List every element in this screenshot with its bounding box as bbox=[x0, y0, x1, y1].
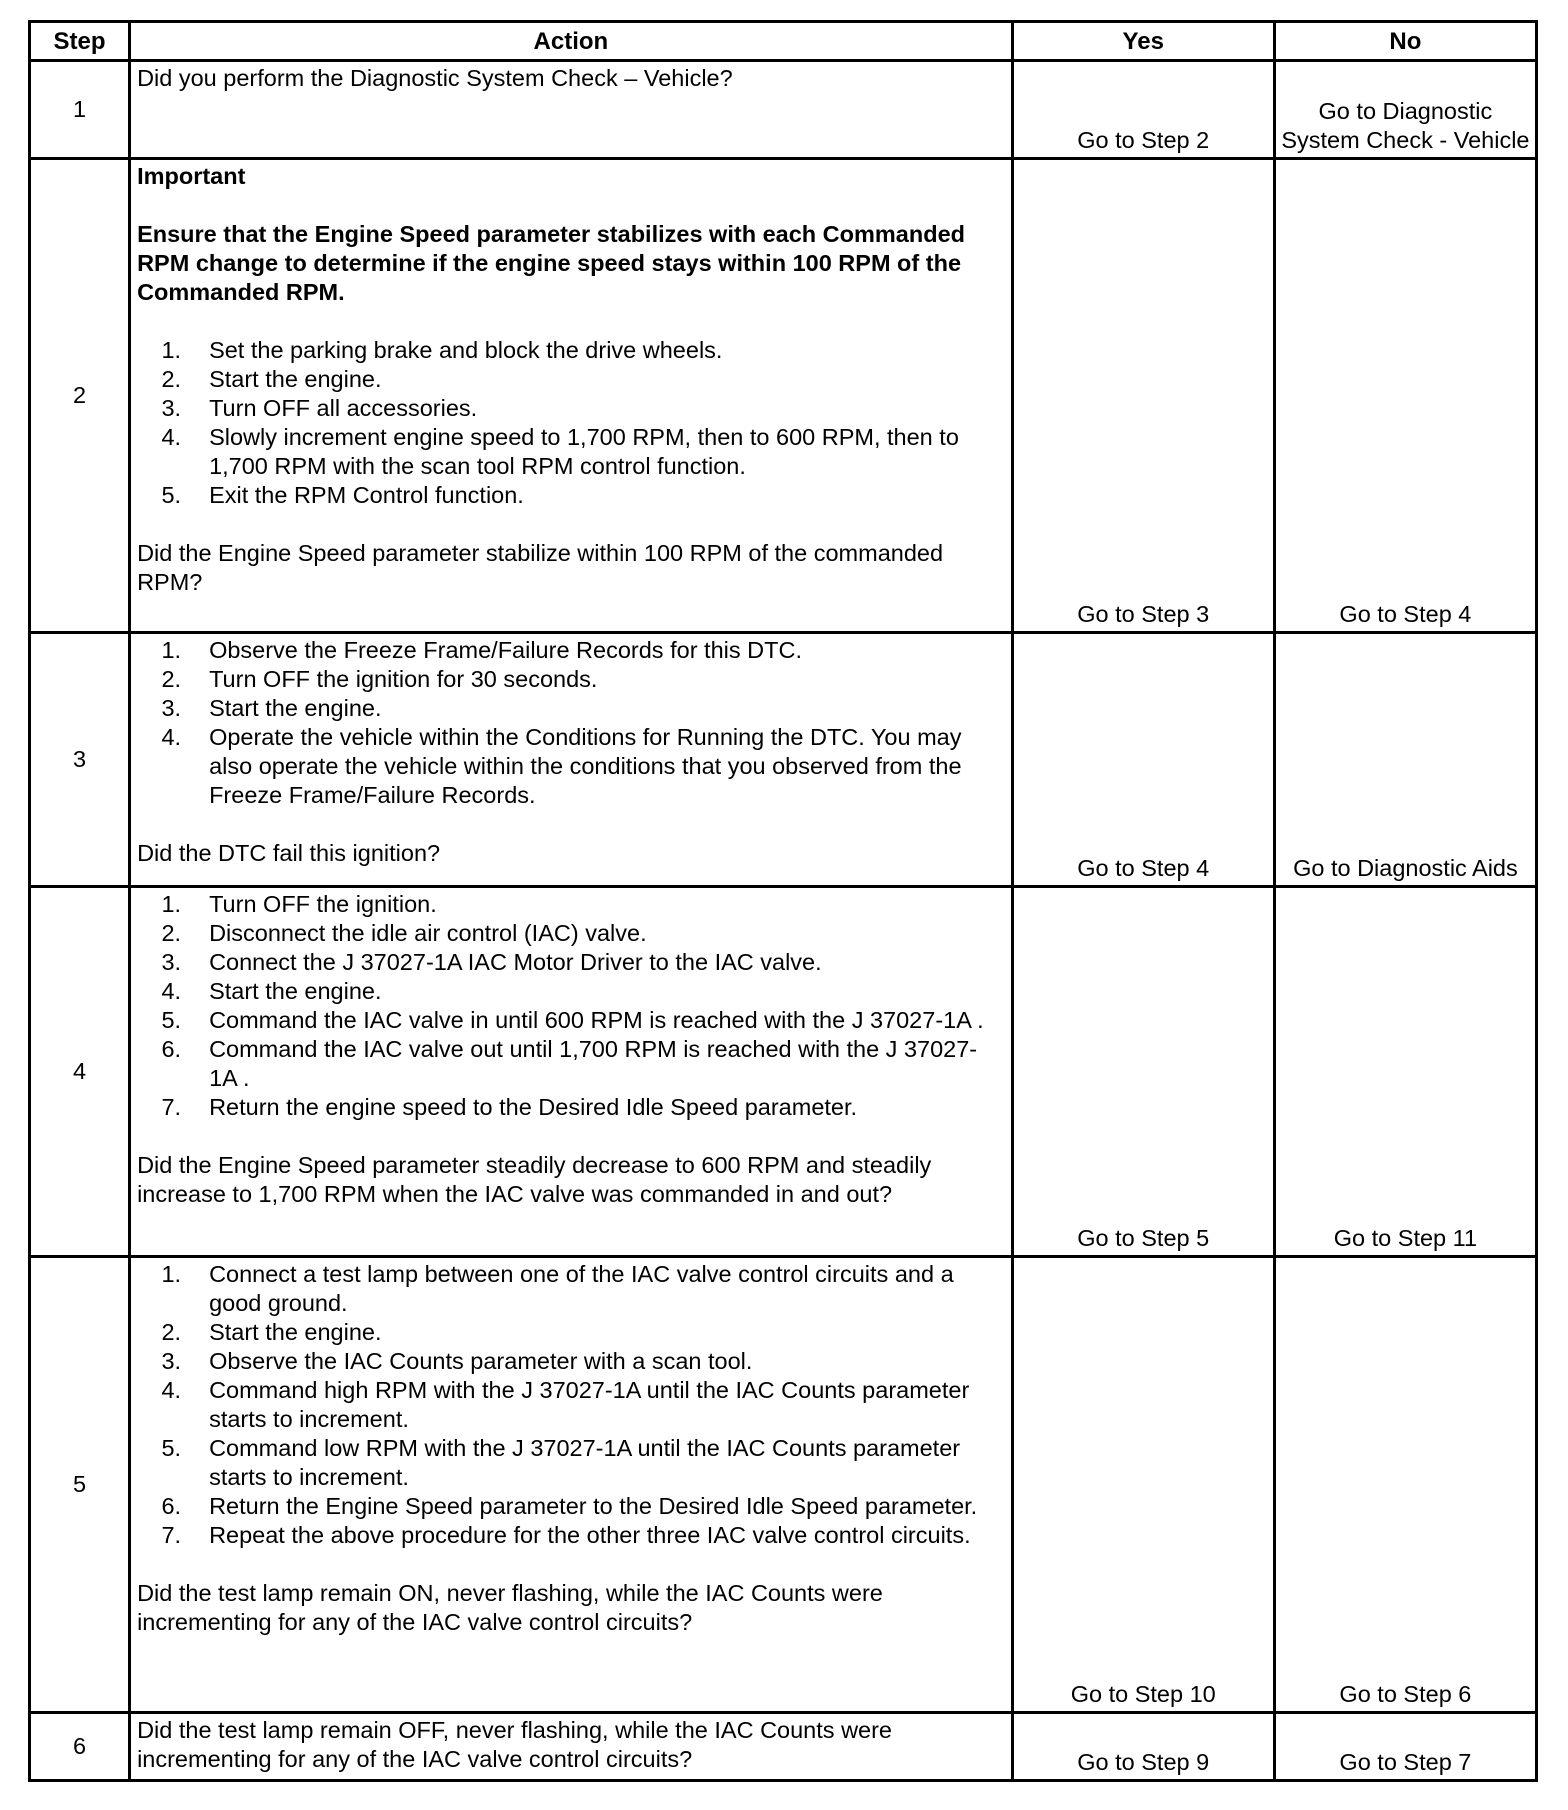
question-text: Did the test lamp remain OFF, never flashing, while the IAC Counts were incrementing for any of the IAC valve control circuits? bbox=[137, 1717, 892, 1772]
list-item: 1. Set the parking brake and block the drive wheels. bbox=[161, 337, 723, 363]
no-cell: Go to Step 7 bbox=[1274, 1713, 1536, 1781]
action-cell bbox=[130, 1257, 1013, 1713]
list-item: 2. Disconnect the idle air control (IAC) valve. bbox=[161, 920, 647, 946]
action-cell bbox=[130, 1713, 1013, 1781]
list-item: 5. Exit the RPM Control function. bbox=[161, 482, 524, 508]
yes-cell: Go to Step 5 bbox=[1012, 887, 1274, 1257]
header-step: Step bbox=[30, 22, 130, 61]
question-text: Did you perform the Diagnostic System Check – Vehicle? bbox=[137, 65, 733, 91]
list-item: 1. Turn OFF the ignition. bbox=[161, 891, 437, 917]
list-item: 7. Return the engine speed to the Desired Idle Speed parameter. bbox=[161, 1094, 858, 1120]
list-item: 3. Start the engine. bbox=[161, 695, 382, 721]
procedure-list bbox=[137, 636, 1003, 810]
step-number: 6 bbox=[30, 1713, 130, 1781]
yes-cell: Go to Step 4 bbox=[1012, 633, 1274, 887]
table-row-step-4 bbox=[30, 887, 1537, 1257]
table-row-step-1 bbox=[30, 61, 1537, 159]
list-item: 5. Command the IAC valve in until 600 RPM is reached with the J 37027-1A . bbox=[161, 1007, 984, 1033]
list-item: 2. Turn OFF the ignition for 30 seconds. bbox=[161, 666, 598, 692]
list-item: 3. Connect the J 37027-1A IAC Motor Driver to the IAC valve. bbox=[161, 949, 822, 975]
action-cell bbox=[130, 887, 1013, 1257]
list-item: 3. Observe the IAC Counts parameter with a scan tool. bbox=[161, 1348, 753, 1374]
header-action: Action bbox=[130, 22, 1013, 61]
no-cell: Go to Step 11 bbox=[1274, 887, 1536, 1257]
step-number: 5 bbox=[30, 1257, 130, 1713]
step-number: 1 bbox=[30, 61, 130, 159]
diagnostic-table bbox=[28, 20, 1538, 1782]
important-label: Important bbox=[137, 163, 246, 189]
yes-cell: Go to Step 10 bbox=[1012, 1257, 1274, 1713]
table-row-step-5 bbox=[30, 1257, 1537, 1713]
yes-cell: Go to Step 9 bbox=[1012, 1713, 1274, 1781]
question-text: Did the Engine Speed parameter steadily decrease to 600 RPM and steadily increase to 1,700 RPM when the IAC valve was commanded in and out? bbox=[137, 1152, 932, 1207]
list-item: 4. Command high RPM with the J 37027-1A until the IAC Counts parameter starts to increment. bbox=[161, 1377, 970, 1432]
no-cell: Go to Step 4 bbox=[1274, 159, 1536, 633]
table-row-step-2 bbox=[30, 159, 1537, 633]
no-cell: Go to Diagnostic System Check - Vehicle bbox=[1274, 61, 1536, 159]
list-item: 2. Start the engine. bbox=[161, 1319, 382, 1345]
list-item: 2. Start the engine. bbox=[161, 366, 382, 392]
procedure-list bbox=[137, 336, 1003, 510]
question-text: Did the test lamp remain ON, never flashing, while the IAC Counts were incrementing for any of the IAC valve control circuits? bbox=[137, 1580, 883, 1635]
step-number: 3 bbox=[30, 633, 130, 887]
question-text: Did the DTC fail this ignition? bbox=[137, 840, 441, 866]
no-cell: Go to Step 6 bbox=[1274, 1257, 1536, 1713]
list-item: 7. Repeat the above procedure for the other three IAC valve control circuits. bbox=[161, 1522, 971, 1548]
procedure-list bbox=[137, 1260, 1003, 1550]
list-item: 5. Command low RPM with the J 37027-1A until the IAC Counts parameter starts to increment. bbox=[161, 1435, 961, 1490]
procedure-list bbox=[137, 890, 1003, 1122]
list-item: 4. Operate the vehicle within the Conditions for Running the DTC. You may also operate the vehicle within the conditions that you observed from the Freeze Frame/Failure Records. bbox=[161, 724, 962, 808]
question-text: Did the Engine Speed parameter stabilize within 100 RPM of the commanded RPM? bbox=[137, 540, 944, 595]
no-cell: Go to Diagnostic Aids bbox=[1274, 633, 1536, 887]
list-item: 4. Start the engine. bbox=[161, 978, 382, 1004]
action-cell bbox=[130, 633, 1013, 887]
list-item: 6. Return the Engine Speed parameter to the Desired Idle Speed parameter. bbox=[161, 1493, 978, 1519]
yes-cell: Go to Step 2 bbox=[1012, 61, 1274, 159]
table-row-step-6 bbox=[30, 1713, 1537, 1781]
header-yes: Yes bbox=[1012, 22, 1274, 61]
header-row bbox=[30, 22, 1537, 61]
action-cell bbox=[130, 159, 1013, 633]
list-item: 4. Slowly increment engine speed to 1,700 RPM, then to 600 RPM, then to 1,700 RPM with the scan tool RPM control function. bbox=[161, 424, 959, 479]
yes-cell: Go to Step 3 bbox=[1012, 159, 1274, 633]
header-no: No bbox=[1274, 22, 1536, 61]
action-cell bbox=[130, 61, 1013, 159]
important-text: Ensure that the Engine Speed parameter stabilizes with each Commanded RPM change to determine if the engine speed stays within 100 RPM of the Commanded RPM. bbox=[137, 221, 965, 305]
list-item: 1. Connect a test lamp between one of the IAC valve control circuits and a good ground. bbox=[161, 1261, 954, 1316]
step-number: 4 bbox=[30, 887, 130, 1257]
step-number: 2 bbox=[30, 159, 130, 633]
list-item: 3. Turn OFF all accessories. bbox=[161, 395, 478, 421]
list-item: 6. Command the IAC valve out until 1,700 RPM is reached with the J 37027-1A . bbox=[161, 1036, 978, 1091]
list-item: 1. Observe the Freeze Frame/Failure Records for this DTC. bbox=[161, 637, 802, 663]
table-row-step-3 bbox=[30, 633, 1537, 887]
